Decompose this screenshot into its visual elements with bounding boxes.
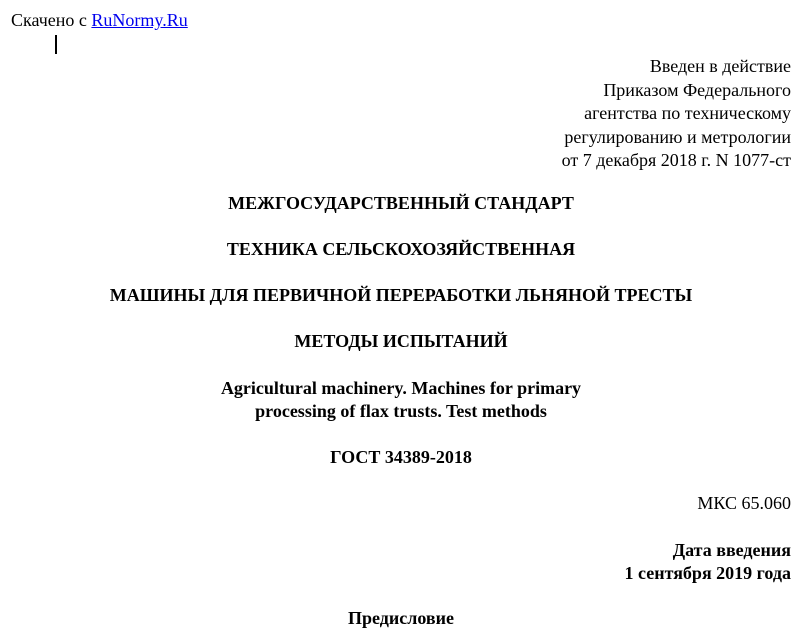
source-link[interactable]: RuNormy.Ru: [91, 10, 188, 30]
enactment-line: агентства по техническому: [584, 103, 791, 123]
mks-code: МКС 65.060: [697, 493, 791, 513]
standard-type-heading: МЕЖГОСУДАРСТВЕННЫЙ СТАНДАРТ: [228, 193, 574, 213]
enactment-note: [562, 55, 791, 173]
standard-designation: ГОСТ 34389-2018: [330, 447, 472, 467]
english-title-line-2: processing of flax trusts. Test methods: [255, 401, 547, 421]
enactment-line: от 7 декабря 2018 г. N 1077-ст: [561, 150, 791, 170]
english-title: [0, 377, 802, 423]
effective-date-value: 1 сентября 2019 года: [624, 563, 791, 583]
text-cursor: [55, 35, 57, 54]
source-note: [11, 9, 188, 31]
title-line-1: ТЕХНИКА СЕЛЬСКОХОЗЯЙСТВЕННАЯ: [226, 239, 576, 259]
effective-date-label: Дата введения: [672, 540, 791, 560]
preface-heading: Предисловие: [348, 608, 454, 628]
title-line-3: МЕТОДЫ ИСПЫТАНИЙ: [294, 331, 508, 351]
source-prefix: Скачено с: [11, 10, 92, 30]
effective-date: [625, 539, 791, 585]
enactment-line: регулированию и метрологии: [564, 126, 791, 147]
enactment-line: Приказом Федерального: [603, 79, 791, 100]
enactment-line: Введен в действие: [649, 56, 791, 76]
title-line-2: МАШИНЫ ДЛЯ ПЕРВИЧНОЙ ПЕРЕРАБОТКИ ЛЬНЯНОЙ ТРЕСТЫ: [109, 285, 693, 305]
english-title-line-1: Agricultural machinery. Machines for primary: [220, 378, 582, 398]
